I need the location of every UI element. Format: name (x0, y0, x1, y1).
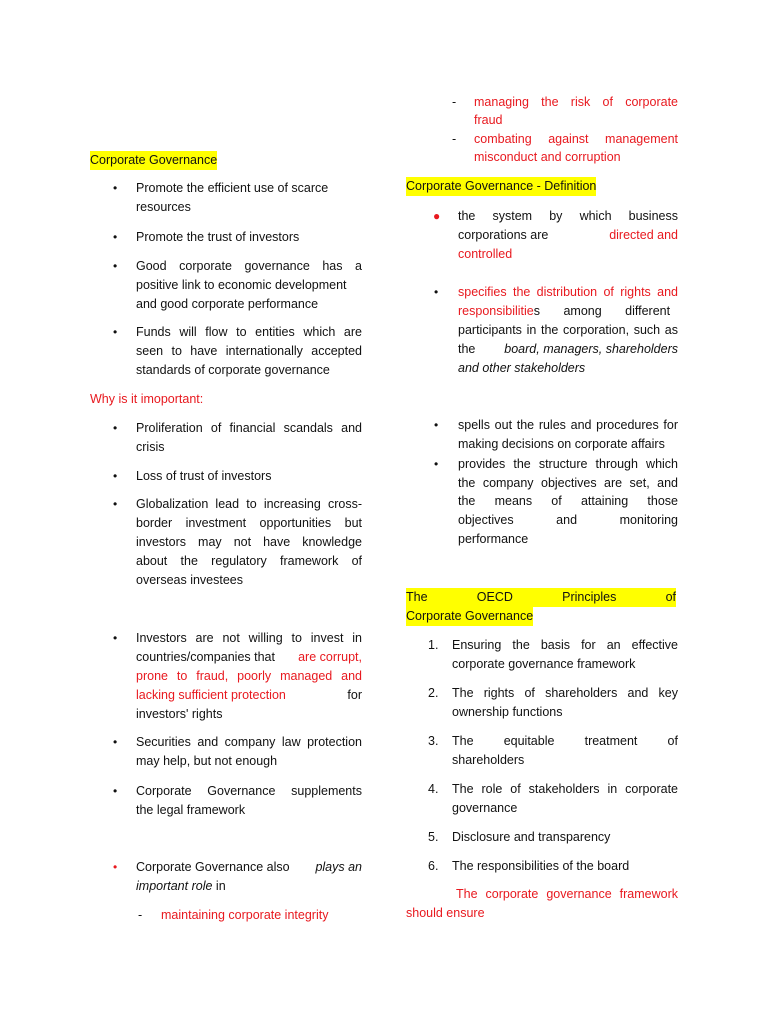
dash-text: combating against management (474, 132, 678, 146)
heading-corporate-governance: Corporate Governance (90, 151, 217, 170)
bullet-icon: ● (433, 209, 441, 223)
bullet-text: about the regulatory framework of (136, 554, 362, 568)
bullet-icon: • (434, 285, 439, 299)
list-number: 5. (428, 830, 439, 844)
dash-icon: - (452, 95, 457, 109)
bullet-text: Globalization lead to increasing cross- (136, 497, 362, 511)
bullet-text: performance (458, 532, 529, 546)
bullet-text: may help, but not enough (136, 754, 278, 768)
bullet-icon: • (113, 181, 118, 195)
list-number: 2. (428, 686, 439, 700)
heading-definition: Corporate Governance - Definition (406, 177, 596, 196)
bullet-icon: • (434, 418, 439, 432)
bullet-text: the company objectives are set, and (458, 476, 678, 490)
bullet-text: and other stakeholders (458, 361, 586, 375)
dash-text: managing the risk of corporate (474, 95, 678, 109)
bullet-icon: • (113, 631, 118, 645)
bullet-icon: • (113, 784, 118, 798)
bullet-text: investors' rights (136, 707, 223, 721)
bullet-icon: • (113, 230, 118, 244)
bullet-icon: • (113, 469, 118, 483)
list-item: shareholders (452, 753, 525, 767)
bullet-text: seen to have internationally accepted (136, 344, 362, 358)
list-item: The responsibilities of the board (452, 859, 630, 873)
list-item: Ensuring the basis for an effective (452, 638, 678, 652)
bullet-text: responsibilities among different (458, 304, 671, 318)
list-number: 4. (428, 782, 439, 796)
bullet-icon: • (113, 735, 118, 749)
list-number: 3. (428, 734, 439, 748)
bullet-text: controlled (458, 247, 513, 261)
bullet-text: Investors are not willing to invest in (136, 631, 362, 645)
bullet-text: provides the structure through which (458, 457, 678, 471)
heading-oecd: Corporate Governance (406, 607, 533, 626)
bullet-text: Corporate Governance also plays an (136, 860, 362, 874)
closing-text: The corporate governance framework (456, 887, 678, 901)
dash-text: maintaining corporate integrity (161, 908, 329, 922)
bullet-text: and good corporate performance (136, 297, 319, 311)
list-number: 1. (428, 638, 439, 652)
list-item: governance (452, 801, 518, 815)
bullet-text: prone to fraud, poorly managed and (136, 669, 362, 683)
bullet-text: important role in (136, 879, 226, 893)
bullet-text: Proliferation of financial scandals and (136, 421, 362, 435)
dash-text: misconduct and corruption (474, 150, 621, 164)
bullet-text: making decisions on corporate affairs (458, 437, 665, 451)
bullet-text: objectives and monitoring (458, 513, 678, 527)
bullet-text: Promote the efficient use of scarce (136, 181, 329, 195)
bullet-text: crisis (136, 440, 165, 454)
heading-oecd: The OECD Principles of (406, 588, 676, 607)
bullet-text: the system by which business (458, 209, 678, 223)
bullet-text: Good corporate governance has a (136, 259, 362, 273)
bullet-text: resources (136, 200, 191, 214)
bullet-text: standards of corporate governance (136, 363, 330, 377)
bullet-icon: • (113, 497, 118, 511)
bullet-text: Securities and company law protection (136, 735, 362, 749)
bullet-icon: • (434, 457, 439, 471)
bullet-text: Loss of trust of investors (136, 469, 272, 483)
list-item: corporate governance framework (452, 657, 636, 671)
bullet-text: specifies the distribution of rights and (458, 285, 678, 299)
list-item: ownership functions (452, 705, 563, 719)
closing-text: should ensure (406, 906, 485, 920)
bullet-icon: • (113, 325, 118, 339)
bullet-icon: • (113, 421, 118, 435)
list-item: The equitable treatment of (452, 734, 678, 748)
list-number: 6. (428, 859, 439, 873)
bullet-text: participants in the corporation, such as (458, 323, 678, 337)
bullet-icon: • (113, 860, 118, 874)
list-item: Disclosure and transparency (452, 830, 611, 844)
bullet-text: investors may not have knowledge (136, 535, 362, 549)
bullet-text: countries/companies that are corrupt, (136, 650, 362, 664)
bullet-text: overseas investees (136, 573, 244, 587)
list-item: The role of stakeholders in corporate (452, 782, 678, 796)
bullet-text: corporations are directed and (458, 228, 678, 242)
bullet-text: positive link to economic development (136, 278, 347, 292)
dash-icon: - (452, 132, 457, 146)
bullet-icon: • (113, 259, 118, 273)
list-item: The rights of shareholders and key (452, 686, 678, 700)
bullet-text: the means of attaining those (458, 494, 678, 508)
why-important-heading: Why is it imoportant: (90, 392, 204, 406)
bullet-text: lacking sufficient protection for (136, 688, 362, 702)
bullet-text: Funds will flow to entities which are (136, 325, 362, 339)
bullet-text: the legal framework (136, 803, 246, 817)
bullet-text: the board, managers, shareholders (458, 342, 678, 356)
dash-text: fraud (474, 113, 503, 127)
bullet-text: Promote the trust of investors (136, 230, 300, 244)
dash-icon: - (138, 908, 143, 922)
bullet-text: spells out the rules and procedures for (458, 418, 678, 432)
bullet-text: border investment opportunities but (136, 516, 362, 530)
bullet-text: Corporate Governance supplements (136, 784, 362, 798)
